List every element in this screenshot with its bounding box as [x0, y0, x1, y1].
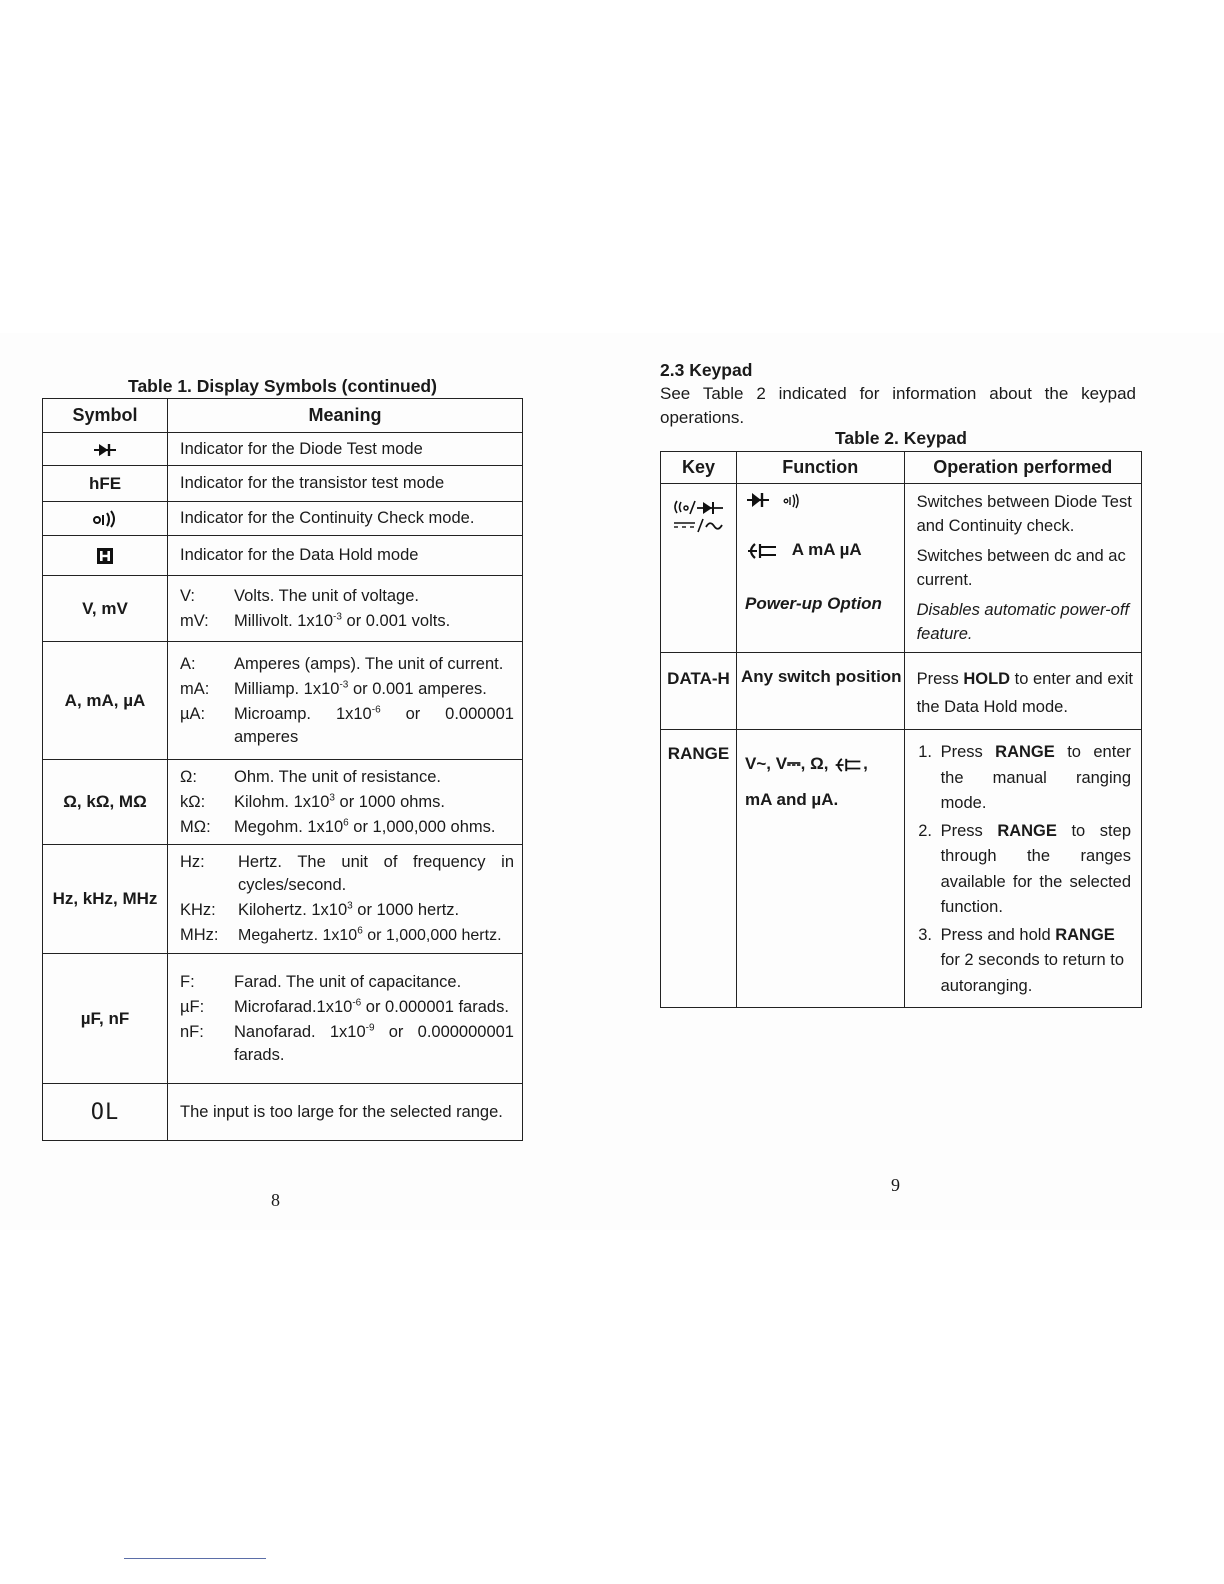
overload-symbol-text: OL: [90, 1099, 120, 1125]
overload-meaning: The input is too large for the selected range.: [168, 1084, 523, 1141]
def-unit: Hz:: [180, 853, 205, 871]
range-key: RANGE: [661, 730, 737, 1008]
hold-icon: [43, 536, 168, 576]
table-row: [43, 502, 523, 536]
data-h-function: Any switch position: [737, 653, 905, 730]
def-text: Kilohm. $1x10^3$ or 1000 ohms.: [234, 792, 446, 811]
continuity-meaning: Indicator for the Continuity Check mode.: [168, 502, 523, 536]
def-unit: A:: [180, 654, 196, 673]
keypad-table: [660, 451, 1142, 1008]
volt-meaning: [168, 576, 523, 642]
diode-icon: [43, 433, 168, 466]
table-row: [43, 466, 523, 502]
def-text: Megohm. $1x10^6$ or 1,000,000 ohms.: [234, 817, 496, 836]
data-h-key: DATA-H: [661, 653, 737, 730]
table-row: [43, 760, 523, 845]
def-unit: kΩ:: [180, 792, 206, 811]
key-header: Key: [661, 452, 737, 484]
powerup-operation: Disables automatic power-off feature.: [916, 601, 1130, 643]
def-text: Amperes (amps). The unit of current.: [234, 654, 504, 673]
powerup-function: Power-up Option: [745, 594, 882, 613]
list-item: 2. Press RANGE to step through the ranges available for the selected function.: [937, 819, 1131, 921]
def-unit: MHz:: [180, 926, 219, 944]
farad-symbol: µF, nF: [43, 954, 168, 1084]
diode-continuity-function: [745, 490, 896, 538]
function-header: Function: [737, 452, 905, 484]
capacitor-icon: [745, 541, 779, 561]
def-text: Milliamp. $1x10^{-3}$ or 0.001 amperes.: [234, 679, 487, 698]
intro-paragraph: See Table 2 indicated for information about the keypad operations.: [660, 384, 1136, 427]
farad-meaning: [168, 954, 523, 1084]
current-function: [745, 538, 896, 592]
capacitor-icon: [833, 756, 863, 774]
continuity-icon: [43, 502, 168, 536]
def-text: $Microfarad.1x10^{-6}$ or 0.000001 farads.: [234, 997, 509, 1016]
def-unit: µA:: [180, 704, 206, 723]
table1-title: Table 1. Display Symbols (continued): [128, 376, 437, 396]
def-unit: mV:: [180, 611, 209, 630]
hz-symbol: Hz, kHz, MHz: [43, 845, 168, 954]
def-unit: V:: [180, 586, 195, 605]
table-row: [43, 576, 523, 642]
table-header-row: [661, 452, 1142, 484]
range-function-line1: V~, V⎓, Ω,: [745, 754, 829, 773]
def-unit: nF:: [180, 1022, 204, 1041]
def-text: Ohm. The unit of resistance.: [234, 767, 441, 786]
mode-key-icon: [671, 498, 727, 536]
hfe-meaning: Indicator for the transistor test mode: [168, 466, 523, 502]
operation-header: Operation performed: [904, 452, 1141, 484]
hold-meaning: Indicator for the Data Hold mode: [168, 536, 523, 576]
table-row: [43, 433, 523, 466]
diode-meaning: Indicator for the Diode Test mode: [168, 433, 523, 466]
def-unit: µF:: [180, 997, 205, 1016]
data-h-operation: Press HOLD to enter and exit the Data Hold mode.: [904, 653, 1141, 730]
amp-meaning: [168, 642, 523, 760]
table-row: [661, 484, 1142, 653]
table-row: [43, 1084, 523, 1141]
def-text: Millivolt. $1x10^{-3}$ or 0.001 volts.: [234, 611, 451, 630]
table-row: [661, 730, 1142, 1008]
page-number-right: 9: [891, 1175, 900, 1195]
def-unit: F:: [180, 972, 195, 991]
hfe-symbol: hFE: [43, 466, 168, 502]
ohm-meaning: [168, 760, 523, 845]
def-unit: mA:: [180, 679, 210, 698]
def-unit: MΩ:: [180, 817, 211, 836]
def-text: Farad. The unit of capacitance.: [234, 972, 462, 991]
def-text: Megahertz. $1x10^6$ or 1,000,000 hertz.: [238, 925, 502, 944]
display-symbols-table: [42, 398, 523, 1141]
table-row: [661, 653, 1142, 730]
current-operation: Switches between dc and ac current.: [916, 547, 1126, 589]
meaning-header: Meaning: [168, 399, 523, 433]
overload-symbol: [43, 1084, 168, 1141]
table-header-row: [43, 399, 523, 433]
def-unit: KHz:: [180, 901, 216, 919]
range-steps: [913, 740, 1131, 999]
volt-symbol: V, mV: [43, 576, 168, 642]
table-row: [43, 845, 523, 954]
list-item: 1. Press RANGE to enter the manual ranging mode.: [937, 740, 1131, 817]
range-operation: [904, 730, 1141, 1008]
range-function-line2: mA and µA.: [745, 790, 839, 809]
diode-continuity-icon: [745, 490, 805, 510]
table-row: [43, 954, 523, 1084]
section-heading: 2.3 Keypad: [660, 360, 753, 380]
list-item: 3. Press and hold RANGE for 2 seconds to return to autoranging.: [937, 923, 1131, 1000]
page-number-left: 8: [271, 1190, 280, 1210]
def-text: Microamp. $1x10^{-6}$ or 0.000001 amperes: [234, 704, 514, 746]
range-functions: V~, V⎓, Ω, , mA and µA.: [737, 730, 905, 1008]
diode-operation: Switches between Diode Test and Continuity check.: [916, 493, 1132, 535]
mode-operations: [904, 484, 1141, 653]
ohm-symbol: Ω, kΩ, MΩ: [43, 760, 168, 845]
def-unit: Ω:: [180, 767, 197, 786]
table-row: [43, 642, 523, 760]
def-text: Volts. The unit of voltage.: [234, 586, 419, 605]
mode-key: [661, 484, 737, 653]
def-text: Hertz. The unit of frequency in cycles/second.: [238, 853, 514, 894]
symbol-header: Symbol: [43, 399, 168, 433]
mode-functions: [737, 484, 905, 653]
table-row: [43, 536, 523, 576]
amp-symbol: A, mA, µA: [43, 642, 168, 760]
table2-title: Table 2. Keypad: [835, 428, 967, 448]
divider-line: [124, 1558, 266, 1559]
def-text: Kilohertz. $1x10^3$ or 1000 hertz.: [238, 900, 460, 919]
current-units: A mA µA: [791, 540, 862, 559]
hz-meaning: [168, 845, 523, 954]
def-text: Nanofarad. $1x10^{-9}$ or 0.000000001 farads.: [234, 1022, 514, 1064]
